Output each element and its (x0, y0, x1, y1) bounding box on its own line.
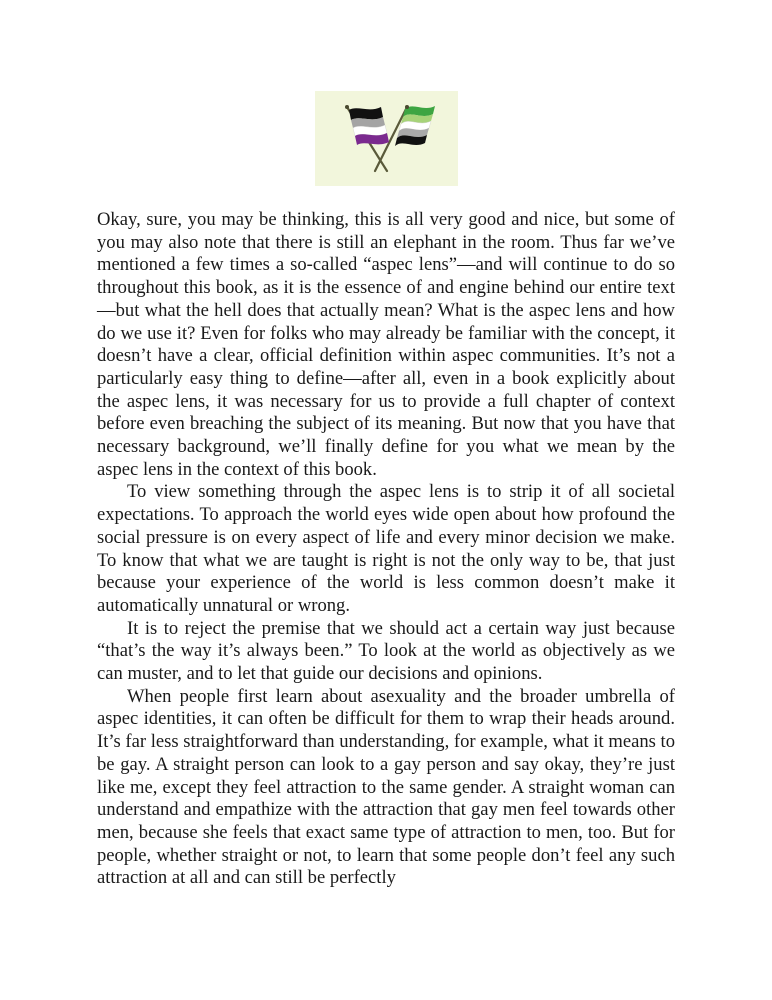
aromantic-flag-icon (395, 106, 435, 146)
asexual-flag-icon (349, 107, 389, 145)
crossed-flags-icon (315, 91, 458, 186)
paragraph: It is to reject the premise that we should act a certain way just because “that’s the way it’s always been.” To look at the world as objectively as we can muster, and to let that guide our decisions and opinions. (97, 617, 675, 685)
body-text (97, 209, 675, 890)
paragraph: To view something through the aspec lens is to strip it of all societal expectations. To approach the world eyes wide open about how profound the social pressure is on every aspect of life and every minor decision we make. To know that what we are taught is right is not the only way to be, that just because your experience of the world is less common doesn’t make it automatically unnatural or wrong. (97, 481, 675, 616)
paragraph: When people first learn about asexuality and the broader umbrella of aspec identities, it can often be difficult for them to wrap their heads around. It’s far less straightforward than understanding, for example, what it means to be gay. A straight person can look to a gay person and say okay, they’re just like me, except they feel attraction to the same gender. A straight woman can understand and empathize with the attraction that gay men feel towards other men, because she feels that exact same type of attraction to men, too. But for people, whether straight or not, to learn that some people don’t feel any such attraction at all and can still be perfectly (97, 685, 675, 889)
paragraph: Okay, sure, you may be thinking, this is all very good and nice, but some of you may also note that there is still an elephant in the room. Thus far we’ve mentioned a few times a so-called “aspec lens”—and will continue to do so throughout this book, as it is the essence of and engine behind our entire text—but what the hell does that actually mean? What is the aspec lens and how do we use it? Even for folks who may already be familiar with the concept, it doesn’t have a clear, official definition within aspec communities. It’s not a particularly easy thing to define—after all, even in a book explicitly about the aspec lens, it was necessary for us to provide a full chapter of context before even breaching the subject of its meaning. But now that you have that necessary background, we’ll finally define for you what we mean by the aspec lens in the context of this book. (97, 209, 675, 480)
pride-flags-illustration (315, 91, 458, 186)
